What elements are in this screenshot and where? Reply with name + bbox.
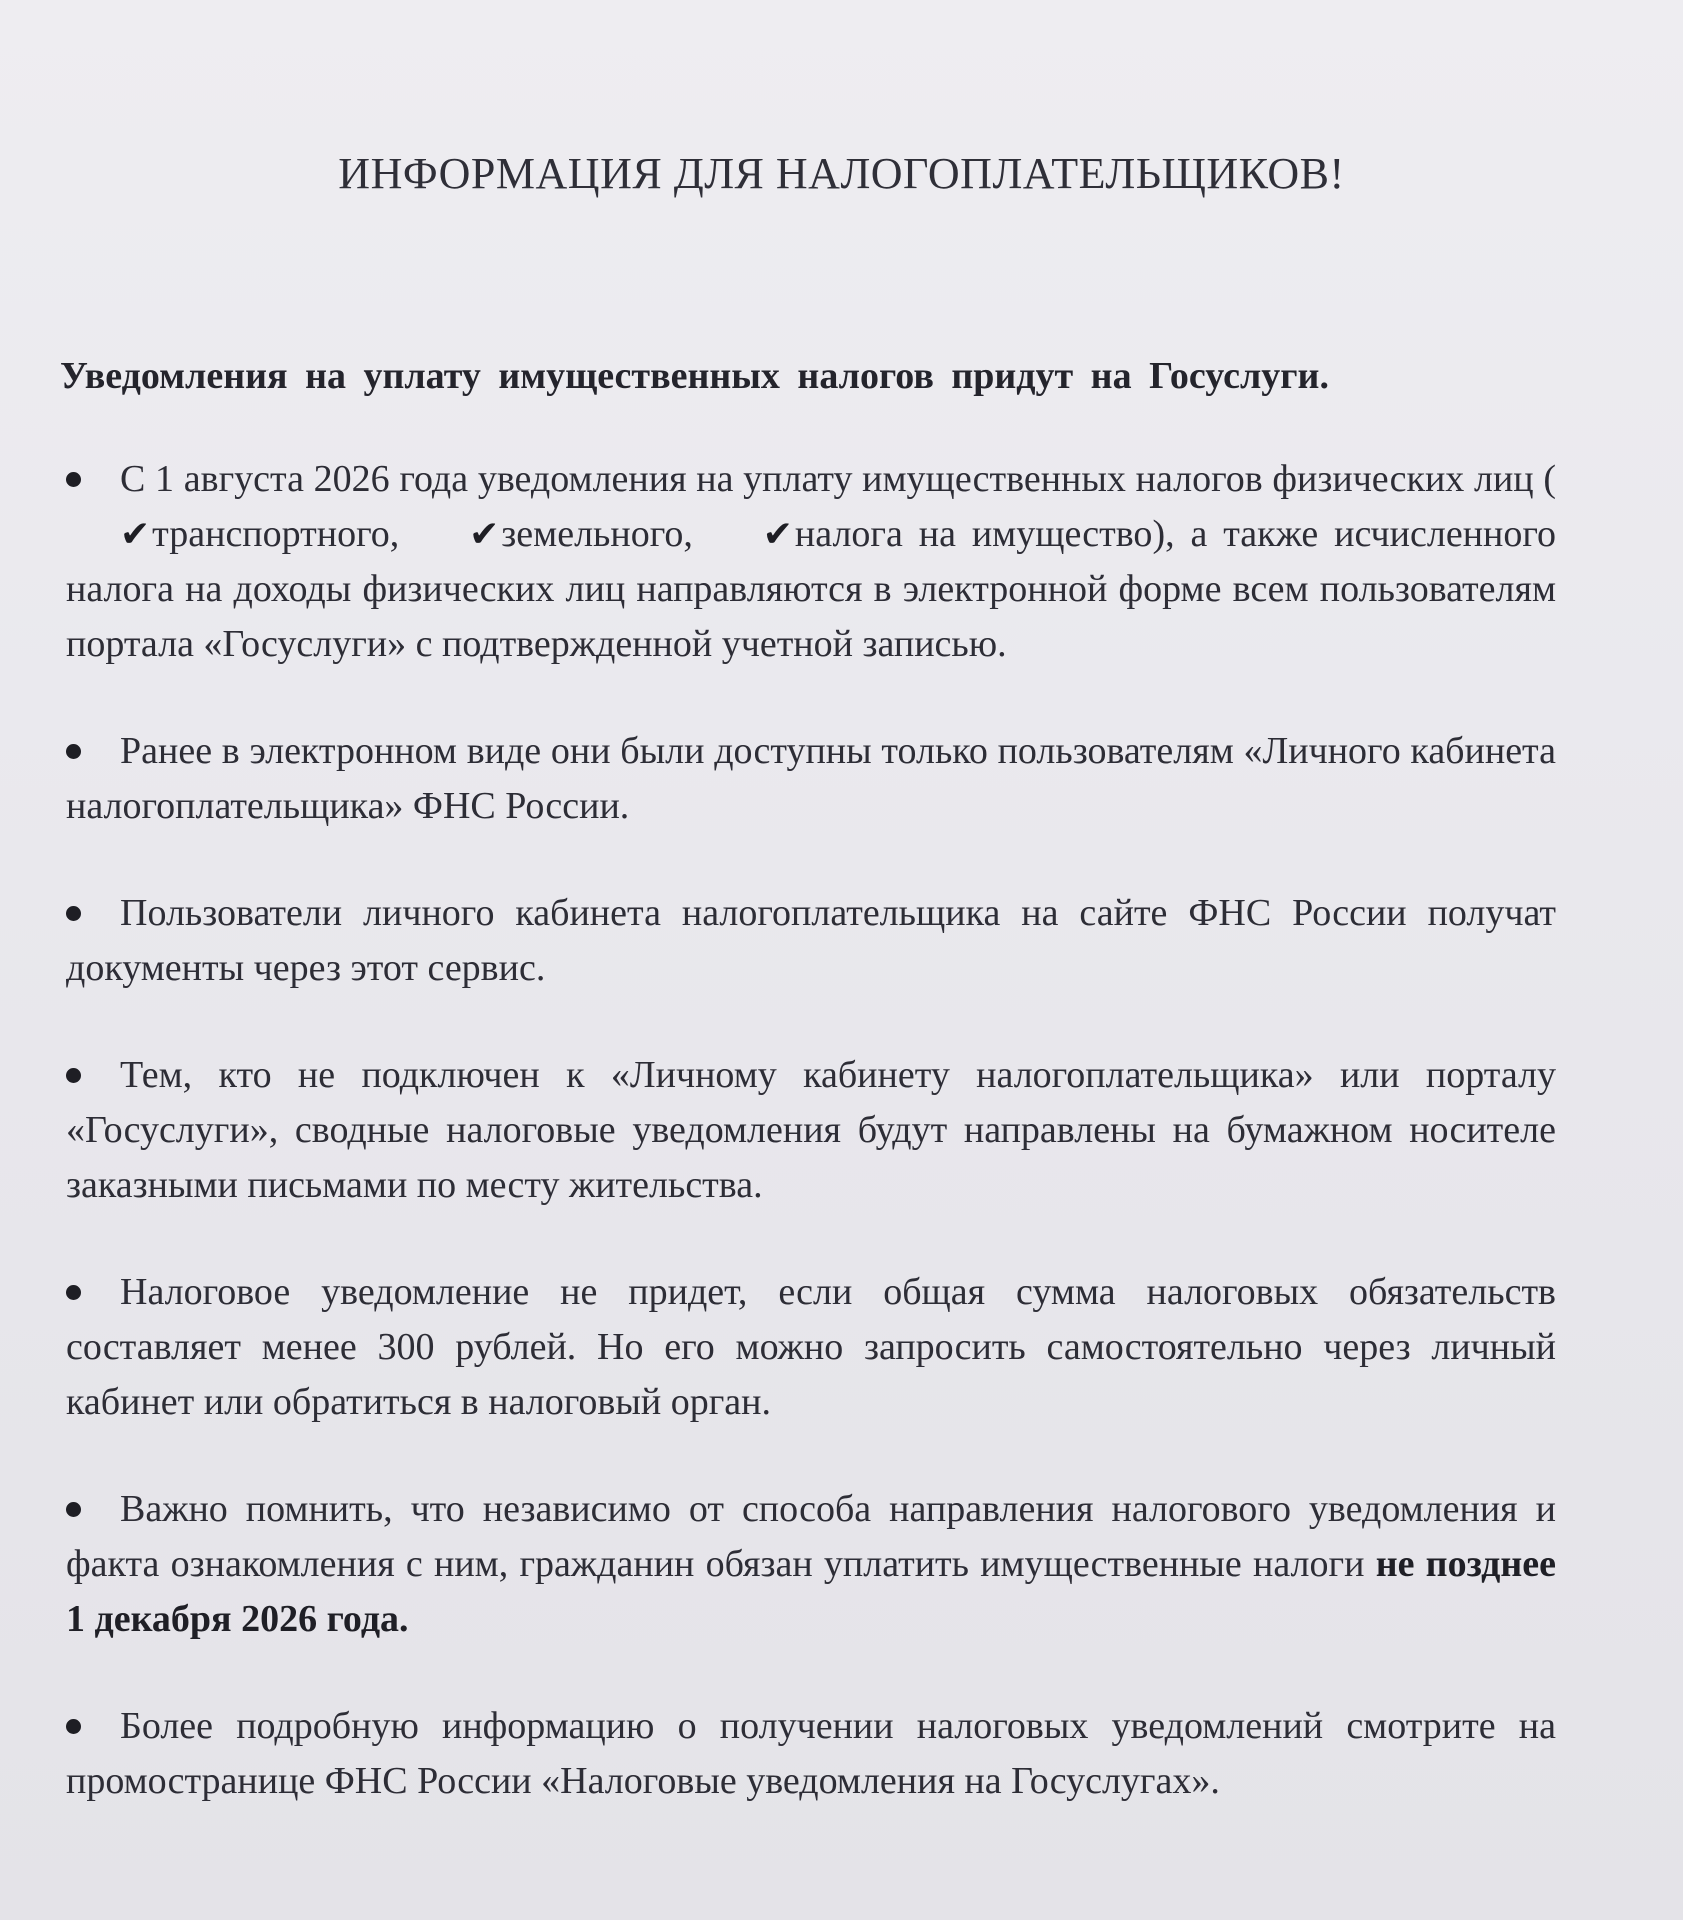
bullet-text: Важно помнить, что независимо от способа направления налогового уведомления и факта ознакомления с ним, гражданин обязан уплатить имущественные налоги (66, 1488, 1556, 1585)
bullet-dot-icon (66, 744, 81, 759)
tax-land-text: земельного, (501, 513, 709, 555)
bullet-list (66, 452, 1556, 1861)
notice-subtitle: Уведомления на уплату имущественных налогов придут на Госуслуги. (60, 355, 1329, 397)
checkmark-icon: ✔ (120, 514, 151, 555)
bullet-item-payment-deadline (66, 1482, 1556, 1647)
bullet-dot-icon (66, 906, 81, 921)
bullet-item-paper-delivery (66, 1048, 1556, 1213)
bullet-text: Пользователи личного кабинета налогоплательщика на сайте ФНС России получат документы через этот сервис. (66, 892, 1556, 989)
bullet-dot-icon (66, 1285, 81, 1300)
bullet-text-continued: ), а также исчисленного налога на доходы физических лиц направляются в электронной форме всем пользователям портала «Госуслуги» с подтвержденной учетной записью. (66, 513, 1557, 665)
bullet-item-cabinet-users (66, 886, 1556, 996)
bullet-dot-icon (66, 472, 81, 487)
bullet-dot-icon (66, 1068, 81, 1083)
bullet-item-minimum-amount (66, 1265, 1556, 1430)
checkmark-icon: ✔ (469, 514, 500, 555)
checkmark-icon: ✔ (762, 514, 793, 555)
tax-property-text: налога на имущество (794, 513, 1153, 555)
bullet-text: С 1 августа 2026 года уведомления на уплату имущественных налогов физических лиц ( (120, 458, 1556, 500)
payment-deadline-text: не позднее 1 декабря 2026 года. (66, 1543, 1557, 1640)
bullet-dot-icon (66, 1719, 81, 1734)
bullet-text: Налоговое уведомление не придет, если общая сумма налоговых обязательств составляет менее 300 рублей. Но его можно запросить самостоятельно через личный кабинет или обратиться в налоговый орган. (66, 1271, 1556, 1423)
bullet-dot-icon (66, 1502, 81, 1517)
page-title: ИНФОРМАЦИЯ ДЛЯ НАЛОГОПЛАТЕЛЬЩИКОВ! (338, 149, 1345, 198)
bullet-item-email-delivery (66, 452, 1556, 672)
bullet-text: Более подробную информацию о получении налоговых уведомлений смотрите на промостранице ФНС России «Налоговые уведомления на Госуслугах». (66, 1705, 1556, 1802)
bullet-item-previous-access (66, 724, 1556, 834)
bullet-item-more-info (66, 1699, 1556, 1809)
bullet-text: Ранее в электронном виде они были доступны только пользователям «Личного кабинета налогоплательщика» ФНС России. (66, 730, 1556, 827)
bullet-text: Тем, кто не подключен к «Личному кабинету налогоплательщика» или порталу «Госуслуги», сводные налоговые уведомления будут направлены на бумажном носителе заказными письмами по месту жительства. (66, 1054, 1556, 1206)
tax-transport-text: транспортного, (152, 513, 416, 555)
